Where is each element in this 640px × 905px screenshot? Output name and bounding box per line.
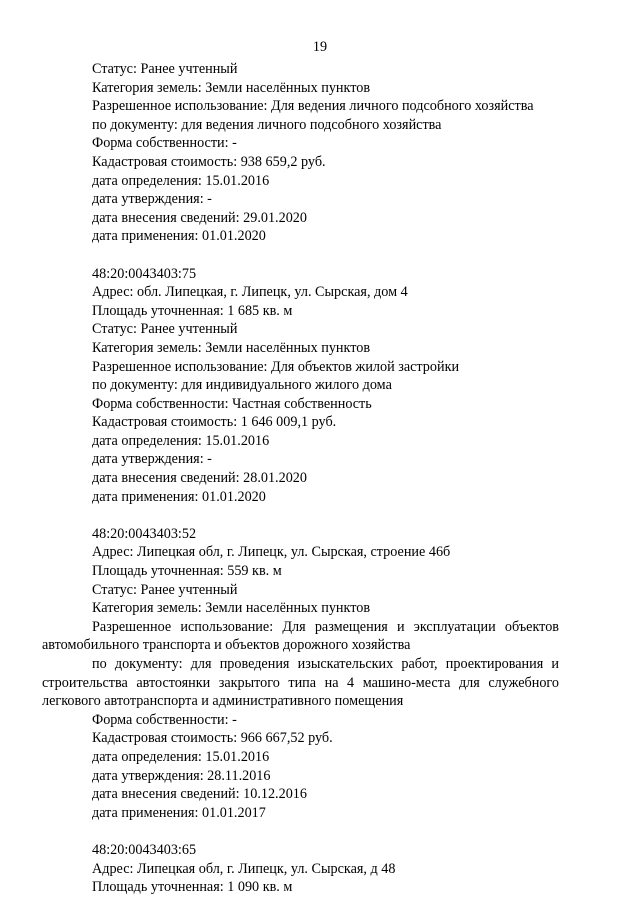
record-block-1 [0, 60, 640, 246]
application-date-line: дата применения: 01.01.2017 [92, 804, 266, 821]
approval-date-line: дата утверждения: - [92, 191, 212, 208]
entry-date-line: дата внесения сведений: 29.01.2020 [92, 209, 307, 226]
record-block-4 [0, 841, 640, 897]
status-line: Статус: Ранее учтенный [92, 61, 238, 77]
cadastral-value-line: Кадастровая стоимость: 938 659,2 руб. [92, 153, 326, 170]
ownership-line: Форма собственности: - [92, 135, 237, 152]
determination-date-line: дата определения: 15.01.2016 [92, 432, 270, 449]
permitted-use-line: Разрешенное использование: Для ведения личного подсобного хозяйства [92, 98, 534, 115]
cadastral-number: 48:20:0043403:52 [92, 525, 197, 542]
cadastral-number: 48:20:0043403:65 [92, 841, 197, 858]
cadastral-number: 48:20:0043403:75 [92, 265, 197, 282]
status-line: Статус: Ранее учтенный [92, 581, 238, 598]
cadastral-value-line: Кадастровая стоимость: 1 646 009,1 руб. [92, 414, 337, 431]
entry-date-line: дата внесения сведений: 28.01.2020 [92, 470, 307, 487]
record-block-3 [0, 525, 640, 823]
area-line: Площадь уточненная: 1 090 кв. м [92, 879, 293, 896]
document-body [0, 60, 640, 897]
land-category-line: Категория земель: Земли населённых пунктов [92, 79, 371, 96]
permitted-use-line: Разрешенное использование: Для объектов жилой застройки [92, 358, 460, 375]
page-number: 19 [312, 39, 328, 55]
address-line: Адрес: Липецкая обл, г. Липецк, ул. Сырская, строение 46б [92, 544, 451, 561]
address-line: Адрес: Липецкая обл, г. Липецк, ул. Сырская, д 48 [92, 860, 396, 877]
ownership-line: Форма собственности: - [92, 711, 237, 728]
approval-date-line: дата утверждения: - [92, 451, 212, 468]
determination-date-line: дата определения: 15.01.2016 [92, 748, 270, 765]
area-line: Площадь уточненная: 1 685 кв. м [92, 302, 293, 319]
ownership-line: Форма собственности: Частная собственность [92, 395, 372, 412]
determination-date-line: дата определения: 15.01.2016 [92, 172, 270, 189]
record-block-2 [0, 265, 640, 507]
by-document-line: по документу: для ведения личного подсобного хозяйства [92, 116, 442, 133]
address-line: Адрес: обл. Липецкая, г. Липецк, ул. Сырская, дом 4 [92, 284, 408, 301]
land-category-line: Категория земель: Земли населённых пунктов [92, 339, 371, 356]
permitted-use-paragraph: Разрешенное использование: Для размещения и эксплуатации объектов автомобильного транспорта и объектов дорожного хозяйства [42, 618, 559, 654]
application-date-line: дата применения: 01.01.2020 [92, 228, 266, 245]
land-category-line: Категория земель: Земли населённых пунктов [92, 600, 371, 617]
area-line: Площадь уточненная: 559 кв. м [92, 563, 282, 580]
cadastral-value-line: Кадастровая стоимость: 966 667,52 руб. [92, 730, 333, 747]
application-date-line: дата применения: 01.01.2020 [92, 488, 266, 505]
entry-date-line: дата внесения сведений: 10.12.2016 [92, 786, 307, 803]
status-line: Статус: Ранее учтенный [92, 321, 238, 338]
by-document-line: по документу: для индивидуального жилого дома [92, 377, 392, 394]
by-document-paragraph: по документу: для проведения изыскательских работ, проектирования и строительства автостоянки закрытого типа на 4 машино-места для служебного легкового автотранспорта и административного помещения [42, 656, 559, 710]
approval-date-line: дата утверждения: 28.11.2016 [92, 767, 271, 784]
